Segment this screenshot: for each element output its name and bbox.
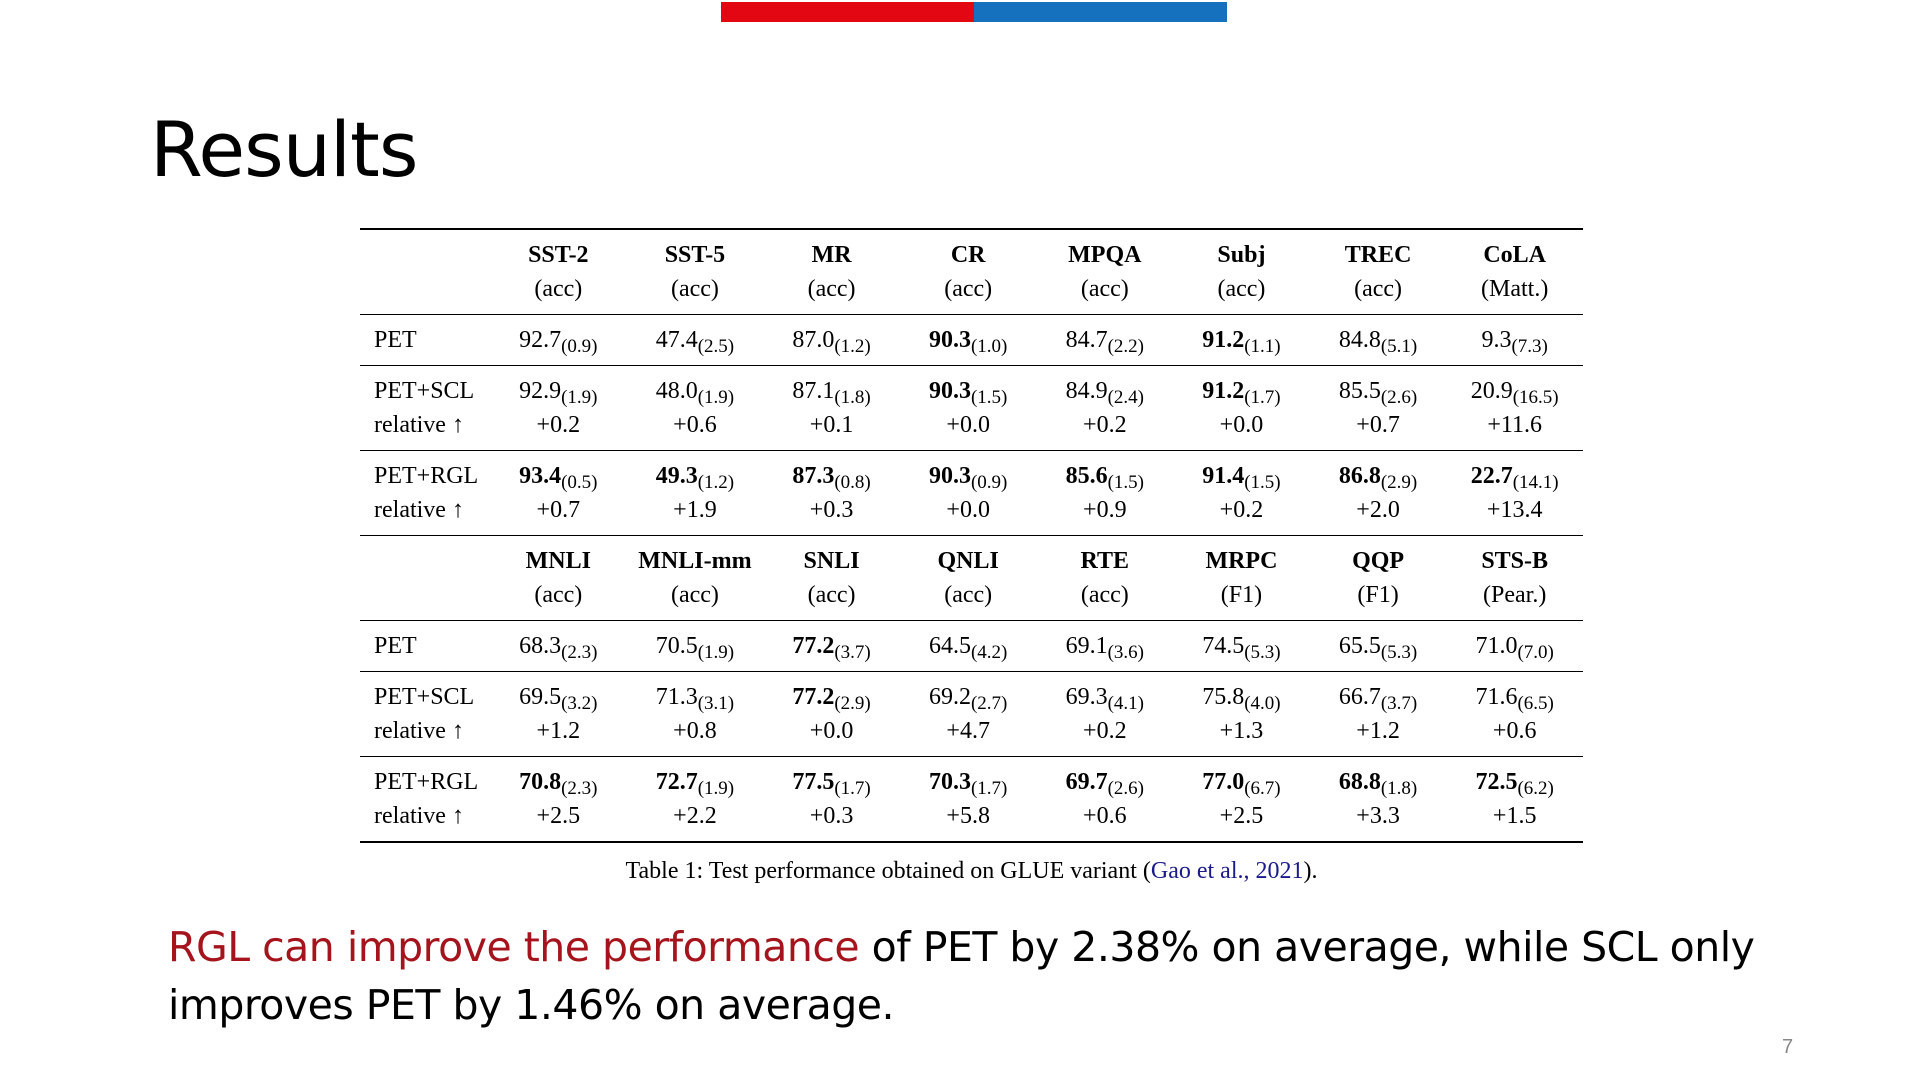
score-cell [763,672,900,715]
column-header: MNLI [490,536,627,579]
citation-year: 2021 [1255,858,1304,884]
score-std: (1.5) [970,387,1008,408]
score-cell [1173,451,1310,494]
score-std: (2.3) [561,642,598,663]
score-value: 74.5 [1202,633,1245,659]
score-cell [1310,366,1447,409]
relative-gain: +0.0 [1219,412,1264,438]
score-std: (14.1) [1512,472,1559,493]
relative-gain: +0.0 [809,718,854,744]
column-header: Subj [1173,229,1310,272]
score-value: 69.7 [1065,769,1108,795]
score-value: 85.5 [1338,378,1381,404]
citation-separator: , [1243,858,1256,884]
score-value: 47.4 [655,327,698,353]
method-label: PET+RGL [360,451,490,494]
score-std: (2.3) [561,778,598,799]
score-std: (2.9) [1380,472,1418,493]
score-value: 66.7 [1338,684,1381,710]
score-std: (2.4) [1107,387,1145,408]
score-value: 93.4 [519,463,562,489]
score-cell [490,366,627,409]
score-std: (1.9) [561,387,598,408]
relative-gain: +0.6 [1492,718,1537,744]
score-std: (0.9) [970,472,1008,493]
score-std: (1.2) [834,336,871,357]
score-value: 87.0 [792,327,835,353]
score-cell [1037,757,1174,800]
relative-gain: +1.3 [1219,718,1264,744]
accent-bar-red [721,2,974,22]
relative-gain: +3.3 [1310,799,1447,842]
score-cell [490,315,627,366]
score-value: 9.3 [1481,327,1512,353]
summary-text [168,918,1788,1034]
score-cell [1446,451,1583,494]
score-cell [627,315,764,366]
score-std: (6.5) [1517,693,1554,714]
relative-gain: +1.2 [536,718,581,744]
method-row [360,315,1583,366]
relative-gain: +1.2 [1356,718,1400,744]
score-value: 77.2 [792,684,835,710]
score-cell [1173,757,1310,800]
relative-label: relative ↑ [360,799,490,842]
relative-row [360,799,1583,842]
method-label: PET [360,621,490,672]
method-row [360,672,1583,715]
relative-gain: +0.1 [809,412,854,438]
score-value: 72.7 [655,769,698,795]
relative-gain: +5.8 [900,799,1037,842]
score-value: 48.0 [655,378,698,404]
score-cell [1446,621,1583,672]
score-std: (7.0) [1517,642,1554,663]
relative-gain: +0.6 [1037,799,1174,842]
summary-highlight: RGL can improve the performance [168,923,860,971]
score-std: (4.2) [970,642,1008,663]
caption-prefix: Table 1: Test performance obtained on GLUE variant ( [625,858,1151,884]
score-cell [900,451,1037,494]
score-value: 22.7 [1470,463,1513,489]
score-value: 70.8 [519,769,562,795]
score-cell [900,315,1037,366]
score-value: 72.5 [1475,769,1518,795]
score-cell [900,757,1037,800]
relative-gain: +0.2 [1083,412,1127,438]
relative-gain: +0.2 [1219,497,1264,523]
score-std: (1.7) [1244,387,1281,408]
column-header: SNLI [763,536,900,579]
method-row [360,621,1583,672]
results-table [360,228,1583,843]
relative-gain: +0.7 [1356,412,1400,438]
relative-row [360,714,1583,757]
header-row [360,536,1583,579]
relative-gain: +0.0 [946,412,990,438]
score-std: (0.9) [561,336,598,357]
score-value: 71.0 [1475,633,1518,659]
column-header: MNLI-mm [627,536,764,579]
method-label: PET+RGL [360,757,490,800]
score-cell [763,315,900,366]
score-value: 70.5 [655,633,698,659]
column-metric: (acc) [670,276,719,302]
score-cell [1310,757,1447,800]
score-cell [900,621,1037,672]
column-metric: (Pear.) [1483,582,1547,608]
score-cell [627,621,764,672]
score-cell [490,621,627,672]
score-value: 84.8 [1338,327,1381,353]
column-header: STS-B [1446,536,1583,579]
score-value: 69.2 [928,684,971,710]
column-header: TREC [1310,229,1447,272]
column-header: QNLI [900,536,1037,579]
citation-link[interactable] [1151,858,1304,884]
method-row [360,757,1583,800]
score-std: (1.7) [834,778,871,799]
score-std: (3.6) [1107,642,1145,663]
score-cell [1173,672,1310,715]
score-cell [900,366,1037,409]
score-std: (0.5) [561,472,598,493]
header-empty-cell [360,272,490,315]
relative-gain: +1.9 [673,497,717,523]
column-metric: (acc) [944,276,993,302]
score-cell [1037,621,1174,672]
score-cell [1446,366,1583,409]
score-value: 92.7 [519,327,562,353]
score-std: (2.7) [970,693,1008,714]
header-metric-row [360,578,1583,621]
score-value: 69.3 [1065,684,1108,710]
score-value: 90.3 [928,378,971,404]
slide-title: Results [150,105,418,194]
header-empty-cell [360,536,490,579]
relative-label: relative ↑ [374,497,464,523]
score-value: 68.3 [519,633,562,659]
column-header: RTE [1037,536,1174,579]
column-metric: (Matt.) [1481,276,1549,302]
score-cell [1037,672,1174,715]
header-row [360,229,1583,272]
column-metric: (F1) [1220,582,1263,608]
score-std: (16.5) [1512,387,1559,408]
score-std: (6.7) [1244,778,1281,799]
relative-gain: +0.9 [1083,497,1127,523]
score-value: 69.1 [1065,633,1108,659]
score-cell [1037,366,1174,409]
relative-gain: +0.7 [536,497,581,523]
score-std: (1.7) [970,778,1008,799]
score-value: 71.3 [655,684,698,710]
score-std: (1.0) [970,336,1008,357]
score-cell [763,757,900,800]
method-row [360,451,1583,494]
score-std: (6.2) [1517,778,1554,799]
relative-gain: +0.8 [673,718,717,744]
score-cell [1310,621,1447,672]
column-header: QQP [1310,536,1447,579]
score-value: 69.5 [519,684,562,710]
score-std: (3.7) [834,642,871,663]
score-std: (1.2) [697,472,735,493]
score-value: 87.3 [792,463,835,489]
score-std: (2.6) [1380,387,1418,408]
score-value: 20.9 [1470,378,1513,404]
table-caption [360,858,1583,885]
column-metric: (acc) [944,582,993,608]
score-std: (3.2) [561,693,598,714]
score-std: (2.6) [1107,778,1145,799]
column-metric: (acc) [1080,276,1129,302]
score-value: 75.8 [1202,684,1245,710]
relative-gain: +0.3 [763,799,900,842]
caption-suffix: ). [1303,858,1318,884]
score-std: (1.1) [1244,336,1281,357]
relative-gain: +2.2 [627,799,764,842]
score-value: 68.8 [1338,769,1381,795]
score-value: 77.2 [792,633,835,659]
column-metric: (acc) [1354,276,1403,302]
header-empty-cell [360,229,490,272]
score-value: 70.3 [928,769,971,795]
column-header: MR [763,229,900,272]
column-metric: (acc) [1217,276,1266,302]
score-value: 84.9 [1065,378,1108,404]
column-header: MRPC [1173,536,1310,579]
score-value: 87.1 [792,378,835,404]
score-std: (0.8) [834,472,871,493]
relative-gain: +2.5 [490,799,627,842]
score-cell [1037,451,1174,494]
score-cell [1310,315,1447,366]
score-cell [1446,315,1583,366]
column-header: CR [900,229,1037,272]
score-cell [627,451,764,494]
column-header: CoLA [1446,229,1583,272]
score-cell [490,757,627,800]
score-cell [900,672,1037,715]
score-value: 92.9 [519,378,562,404]
method-label: PET [360,315,490,366]
score-value: 91.4 [1202,463,1245,489]
score-value: 64.5 [928,633,971,659]
score-value: 84.7 [1065,327,1108,353]
score-value: 65.5 [1338,633,1381,659]
relative-gain: +0.2 [1083,718,1127,744]
score-value: 86.8 [1338,463,1381,489]
score-std: (2.9) [834,693,871,714]
score-std: (1.8) [834,387,871,408]
score-std: (1.5) [1244,472,1281,493]
relative-gain: +4.7 [946,718,990,744]
column-metric: (acc) [1080,582,1129,608]
relative-label: relative ↑ [374,718,464,744]
column-metric: (acc) [670,582,719,608]
score-cell [490,451,627,494]
score-std: (2.2) [1107,336,1145,357]
score-cell [763,451,900,494]
score-std: (4.1) [1107,693,1145,714]
score-cell [1037,315,1174,366]
relative-gain: +0.2 [536,412,581,438]
score-value: 77.5 [792,769,835,795]
score-std: (3.1) [697,693,735,714]
citation-author: Gao et al. [1150,858,1244,884]
score-value: 90.3 [928,327,971,353]
score-std: (5.3) [1380,642,1418,663]
score-cell [1310,451,1447,494]
accent-bar-blue [974,2,1227,22]
relative-gain: +13.4 [1486,497,1543,523]
score-cell [627,366,764,409]
summary-rest: of PET by 2.38% on average, while SCL only improves PET by 1.46% on average. [168,923,1755,1029]
relative-row [360,408,1583,451]
column-header: MPQA [1037,229,1174,272]
column-header: SST-5 [627,229,764,272]
score-std: (3.7) [1380,693,1418,714]
score-std: (2.5) [697,336,735,357]
column-metric: (F1) [1357,582,1399,608]
relative-label: relative ↑ [374,412,464,438]
score-std: (5.3) [1244,642,1281,663]
relative-gain: +2.5 [1173,799,1310,842]
score-value: 49.3 [655,463,698,489]
relative-gain: +0.0 [946,497,990,523]
page-number: 7 [1782,1036,1794,1058]
score-cell [763,621,900,672]
score-cell [1173,366,1310,409]
column-metric: (acc) [807,582,856,608]
score-value: 91.2 [1202,378,1245,404]
score-std: (1.9) [697,778,735,799]
score-std: (1.5) [1107,472,1145,493]
score-value: 85.6 [1065,463,1108,489]
score-cell [1446,757,1583,800]
score-std: (1.9) [697,642,735,663]
score-std: (1.8) [1380,778,1418,799]
score-cell [1310,672,1447,715]
relative-gain: +1.5 [1446,799,1583,842]
score-cell [763,366,900,409]
method-label: PET+SCL [360,672,490,715]
relative-gain: +11.6 [1487,412,1543,438]
score-std: (7.3) [1511,336,1548,357]
score-value: 91.2 [1202,327,1245,353]
score-cell [1446,672,1583,715]
score-value: 71.6 [1475,684,1518,710]
column-metric: (acc) [807,276,856,302]
score-cell [627,672,764,715]
score-value: 77.0 [1202,769,1245,795]
score-std: (1.9) [697,387,735,408]
relative-gain: +2.0 [1356,497,1400,523]
header-empty-cell [360,578,490,621]
relative-gain: +0.3 [809,497,854,523]
score-cell [627,757,764,800]
column-metric: (acc) [534,276,583,302]
header-metric-row [360,272,1583,315]
score-cell [1173,315,1310,366]
column-header: SST-2 [490,229,627,272]
relative-gain: +0.6 [673,412,717,438]
score-cell [1173,621,1310,672]
score-std: (4.0) [1244,693,1281,714]
method-row [360,366,1583,409]
relative-row [360,493,1583,536]
score-cell [490,672,627,715]
score-std: (5.1) [1380,336,1418,357]
score-value: 90.3 [928,463,971,489]
method-label: PET+SCL [360,366,490,409]
column-metric: (acc) [534,582,583,608]
